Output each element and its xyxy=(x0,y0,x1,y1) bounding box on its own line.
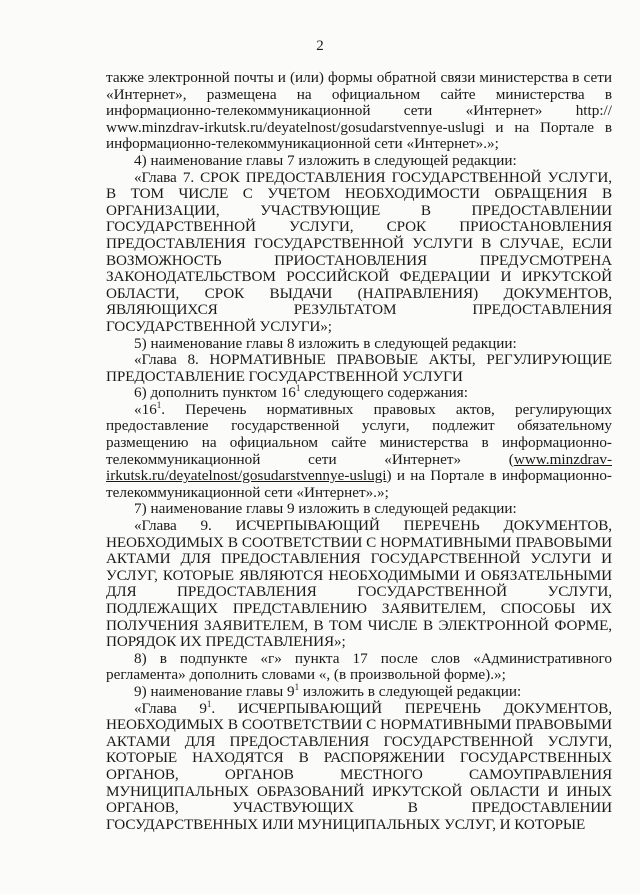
paragraph-item-8: 8) в подпункте «г» пункта 17 после слов «Административного регламента» дополнить словами «, (в произвольной форме).»; xyxy=(106,649,612,684)
point-16-body-end: ) и на Портале в информационно-телекоммуникационной сети «Интернет».»; xyxy=(106,467,612,501)
chapter-9-1-superscript: 1 xyxy=(206,698,212,709)
item-6-text: 6) дополнить пунктом 16 xyxy=(134,384,296,402)
paragraph-email-continuation: также электронной почты и (или) формы обратной связи министерства в сети «Интернет», размещена на официальном сайте министерства в информационно-телекоммуникационной сети «Интернет» http:// www.minzdrav-irkutsk.ru/deyatelnost/gosudarstvennye-uslugi и на Портале в информационно-телекоммуникационной сети «Интернет».»; xyxy=(106,69,612,153)
paragraph-item-7: 7) наименование главы 9 изложить в следующей редакции: xyxy=(134,500,517,518)
paragraph-item-4: 4) наименование главы 7 изложить в следующей редакции: xyxy=(134,151,517,169)
paragraph-item-6 xyxy=(106,385,612,402)
chapter-9-1-text: «Глава 9 xyxy=(134,699,207,717)
item-9-text: 9) наименование главы 9 xyxy=(134,682,295,700)
paragraph-chapter-9-1-title xyxy=(106,698,612,834)
paragraph-point-16-1 xyxy=(106,399,612,502)
point-16-body: . Перечень нормативных правовых актов, регулирующих предоставление государственной услуги, подлежит обязательному размещению на официальном сайте министерства в информационно-телекоммуникационной сети «Интернет» ( xyxy=(106,400,612,468)
paragraph-item-5: 5) наименование главы 8 изложить в следующей редакции: xyxy=(134,334,517,352)
item-6-text-end: следующего содержания: xyxy=(300,384,469,402)
paragraph-chapter-7-title: «Глава 7. СРОК ПРЕДОСТАВЛЕНИЯ ГОСУДАРСТВЕННОЙ УСЛУГИ, В ТОМ ЧИСЛЕ С УЧЕТОМ НЕОБХОДИМОСТИ ОБРАЩЕНИЯ В ОРГАНИЗАЦИИ, УЧАСТВУЮЩИЕ В ПРЕДОСТАВЛЕНИИ ГОСУДАРСТВЕННОЙ УСЛУГИ, СРОК ПРИОСТАНОВЛЕНИЯ ПРЕДОСТАВЛЕНИЯ ГОСУДАРСТВЕННОЙ УСЛУГИ В СЛУЧАЕ, ЕСЛИ ВОЗМОЖНОСТЬ ПРИОСТАНОВЛЕНИЯ ПРЕДУСМОТРЕНА ЗАКОНОДАТЕЛЬСТВОМ РОССИЙСКОЙ ФЕДЕРАЦИИ И ИРКУТСКОЙ ОБЛАСТИ, СРОК ВЫДАЧИ (НАПРАВЛЕНИЯ) ДОКУМЕНТОВ, ЯВЛЯЮЩИХСЯ РЕЗУЛЬТАТОМ ПРЕДОСТАВЛЕНИЯ ГОСУДАРСТВЕННОЙ УСЛУГИ»; xyxy=(106,168,612,335)
item-6-superscript: 1 xyxy=(295,383,301,394)
document-body xyxy=(106,70,612,833)
chapter-9-1-body: . ИСЧЕРПЫВАЮЩИЙ ПЕРЕЧЕНЬ ДОКУМЕНТОВ, НЕОБХОДИМЫХ В СООТВЕТСТВИИ С НОРМАТИВНЫМИ ПРАВОВЫМИ АКТАМИ ДЛЯ ПРЕДОСТАВЛЕНИЯ ГОСУДАРСТВЕННОЙ УСЛУГИ, КОТОРЫЕ НАХОДЯТСЯ В РАСПОРЯЖЕНИИ ГОСУДАРСТВЕННЫХ ОРГАНОВ, ОРГАНОВ МЕСТНОГО САМОУПРАВЛЕНИЯ МУНИЦИПАЛЬНЫХ ОБРАЗОВАНИЙ ИРКУТСКОЙ ОБЛАСТИ И ИНЫХ ОРГАНОВ, УЧАСТВУЮЩИХ В ПРЕДОСТАВЛЕНИИ ГОСУДАРСТВЕННЫХ ИЛИ МУНИЦИПАЛЬНЫХ УСЛУГ, И КОТОРЫЕ xyxy=(106,699,612,833)
paragraph-chapter-8-title: «Глава 8. НОРМАТИВНЫЕ ПРАВОВЫЕ АКТЫ, РЕГУЛИРУЮЩИЕ ПРЕДОСТАВЛЕНИЕ ГОСУДАРСТВЕННОЙ УСЛУГИ xyxy=(106,351,612,385)
page-number: 2 xyxy=(316,38,324,54)
point-16-text: «16 xyxy=(134,400,157,418)
paragraph-item-9 xyxy=(106,681,612,701)
item-9-superscript: 1 xyxy=(294,681,300,692)
paragraph-chapter-9-title: «Глава 9. ИСЧЕРПЫВАЮЩИЙ ПЕРЕЧЕНЬ ДОКУМЕНТОВ, НЕОБХОДИМЫХ В СООТВЕТСТВИИ С НОРМАТИВНЫМИ ПРАВОВЫМИ АКТАМИ ДЛЯ ПРЕДОСТАВЛЕНИЯ ГОСУДАРСТВЕННОЙ УСЛУГИ И УСЛУГ, КОТОРЫЕ ЯВЛЯЮТСЯ НЕОБХОДИМЫМИ И ОБЯЗАТЕЛЬНЫМИ ДЛЯ ПРЕДОСТАВЛЕНИЯ ГОСУДАРСТВЕННОЙ УСЛУГИ, ПОДЛЕЖАЩИХ ПРЕДСТАВЛЕНИЮ ЗАЯВИТЕЛЕМ, СПОСОБЫ ИХ ПОЛУЧЕНИЯ ЗАЯВИТЕЛЕМ, В ТОМ ЧИСЛЕ В ЭЛЕКТРОННОЙ ФОРМЕ, ПОРЯДОК ИХ ПРЕДСТАВЛЕНИЯ»; xyxy=(106,517,612,651)
item-9-text-end: изложить в следующей редакции: xyxy=(299,682,522,700)
minzdrav-website-link[interactable]: www.minzdrav-irkutsk.ru/deyatelnost/gosudarstvennye-uslugi xyxy=(106,450,612,485)
point-16-superscript: 1 xyxy=(156,399,162,410)
